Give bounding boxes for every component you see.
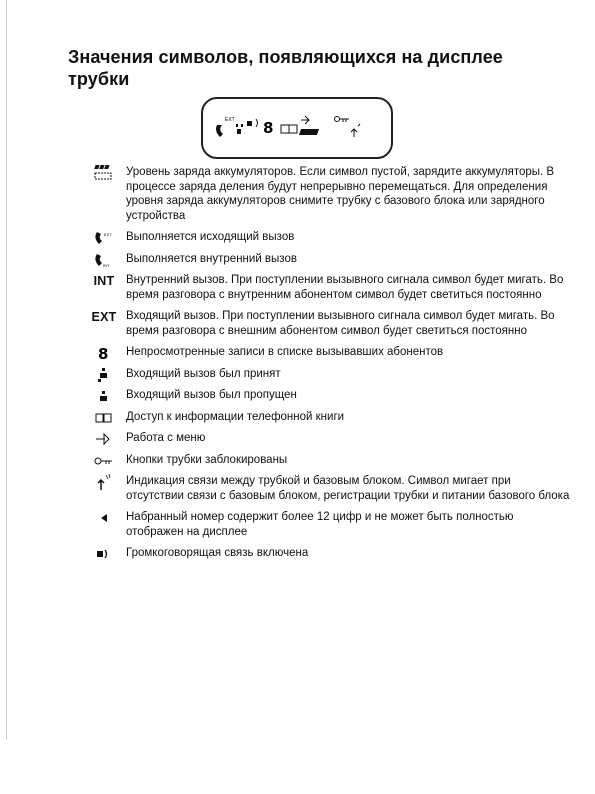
legend-row-int [90,273,570,302]
int-label: INT [93,273,115,288]
display-menu-icon [301,116,309,124]
call-accepted-icon [90,367,118,383]
legend-row-phonebook [90,410,570,425]
svg-text:INT: INT [103,262,110,268]
legend-row-keylock [90,453,570,468]
battery-icon [90,165,118,181]
legend-row-call-accepted [90,367,570,382]
legend-row-caller-list [90,345,570,360]
legend-row-ext [90,309,570,338]
speaker-icon [90,546,118,562]
display-speaker-icon [247,119,258,127]
display-key-icon [335,117,350,123]
phonebook-icon [90,410,118,426]
legend-row-internal-call [90,252,570,267]
legend-desc: Громкоговорящая связь включена [126,547,309,559]
legend-desc: Входящий вызов был пропущен [126,389,297,401]
legend-row-call-missed [90,388,570,403]
caller-list-icon [90,345,118,361]
svg-text:EXT: EXT [104,232,112,237]
display-handset-icon [216,125,223,137]
legend-desc: Уровень заряда аккумуляторов. Если символ пустой, зарядите аккумуляторы. В процессе заряда деления будут непрерывно перемещаться. Для определения уровня заряда аккумуляторов снимите трубку с базового блока или зарядного устройства [126,166,555,222]
legend-row-speaker [90,546,570,561]
page-title: Значения символов, появляющихся на дисплее трубки [68,47,503,89]
legend-row-signal [90,474,570,503]
keylock-icon [90,453,118,469]
legend-desc: Входящий вызов был принят [126,367,281,380]
legend-row-more-digits [90,510,570,539]
legend-desc: Непросмотренные записи в списке вызывавших абонентов [126,346,444,358]
legend-row-external-call [90,230,570,245]
symbol-legend [90,165,570,568]
external-call-handset-icon [90,230,118,246]
more-digits-arrow-icon [90,510,118,526]
legend-desc: Выполняется исходящий вызов [126,231,295,243]
legend-row-battery [90,165,570,223]
display-caller-list-icon: 8 [263,119,274,137]
menu-icon [90,431,118,447]
legend-row-menu [90,431,570,446]
legend-desc: Набранный номер содержит более 12 цифр и не может быть полностью отображен на дисплее [126,511,514,538]
handset-display-illustration [201,97,393,159]
legend-desc: Входящий вызов. При поступлении вызывного сигнала символ будет мигать. Во время разговора с внешним абонентом символ будет светиться постоянно [126,310,555,337]
signal-antenna-icon [90,474,118,490]
display-ext-text: EXT [225,117,235,123]
svg-text:8: 8 [98,345,109,361]
legend-desc: Внутренний вызов. При поступлении вызывного сигнала символ будет мигать. Во время разговора с внутренним абонентом символ будет светиться постоянно [126,274,564,301]
internal-call-handset-icon [90,252,118,268]
display-accepted-icon [236,124,243,134]
display-battery-icon [299,129,319,135]
ext-label: EXT [91,309,117,324]
display-antenna-icon [351,124,360,137]
page-edge-line [6,0,7,740]
legend-desc: Выполняется внутренний вызов [126,252,297,265]
legend-desc: Индикация связи между трубкой и базовым блоком. Символ мигает при отсутствии связи с базовым блоком, регистрации трубки и питании базового блока [126,475,570,502]
legend-desc: Кнопки трубки заблокированы [126,453,288,466]
call-missed-icon [90,388,118,404]
legend-desc: Доступ к информации телефонной книги [126,410,345,423]
legend-desc: Работа с меню [126,432,206,444]
display-book-icon [281,125,297,133]
